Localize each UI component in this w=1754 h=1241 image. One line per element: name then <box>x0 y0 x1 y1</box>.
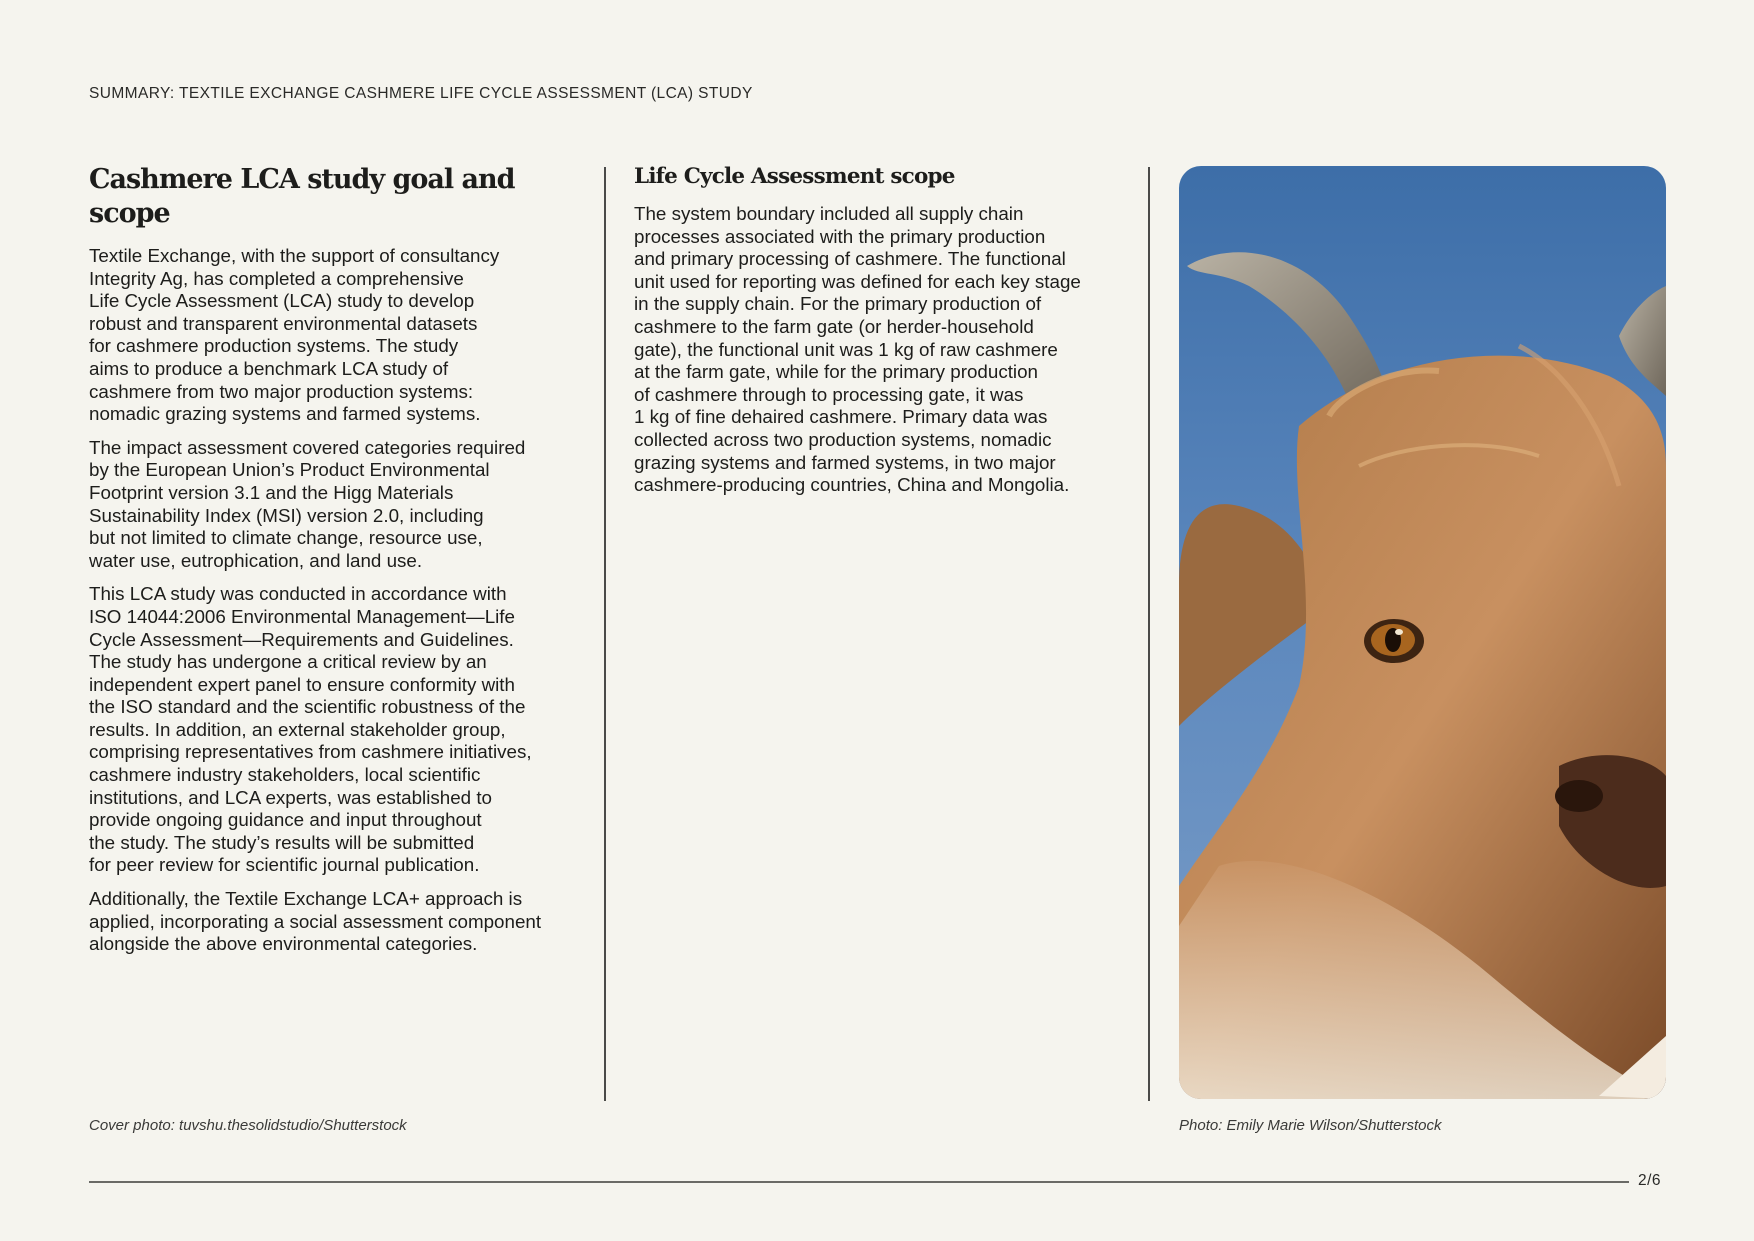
paragraph: Textile Exchange, with the support of consultancy Integrity Ag, has completed a comprehensive Life Cycle Assessment (LCA) study to develop robust and transparent environmental datasets for cashmere production systems. The study aims to produce a benchmark LCA study of cashmere from two major production systems: nomadic grazing systems and farmed systems. <box>89 245 500 425</box>
section-heading-goal-scope: Cashmere LCA study goal and scope <box>89 164 515 229</box>
column-divider <box>1148 167 1150 1101</box>
column-divider <box>604 167 606 1101</box>
document-header: SUMMARY: TEXTILE EXCHANGE CASHMERE LIFE CYCLE ASSESSMENT (LCA) STUDY <box>89 85 753 102</box>
paragraph: The impact assessment covered categories required by the European Union’s Product Environmental Footprint version 3.1 and the Higg Materials Sustainability Index (MSI) version 2.0, including but not limited to climate change, resource use, water use, eutrophication, and land use. <box>89 436 526 571</box>
middle-column <box>634 160 1114 508</box>
left-column <box>89 160 579 967</box>
page-number: 2/6 <box>1638 1172 1662 1189</box>
footer-rule <box>89 1181 1629 1183</box>
photo-credit: Photo: Emily Marie Wilson/Shutterstock <box>1179 1117 1442 1134</box>
paragraph: Additionally, the Textile Exchange LCA+ approach is applied, incorporating a social assessment component alongside the above environmental categories. <box>89 888 542 955</box>
paragraph: The system boundary included all supply chain processes associated with the primary production and primary processing of cashmere. The functional unit used for reporting was defined for each key stage in the supply chain. For the primary production of cashmere to the farm gate (or herder-household gate), the functional unit was 1 kg of raw cashmere at the farm gate, while for the primary production of cashmere through to processing gate, it was 1 kg of fine dehaired cashmere. Primary data was collected across two production systems, nomadic grazing systems and farmed systems, in two major cashmere-producing countries, China and Mongolia. <box>634 203 1081 496</box>
goat-photo <box>1179 166 1666 1099</box>
paragraph: This LCA study was conducted in accordance with ISO 14044:2006 Environmental Management—Life Cycle Assessment—Requirements and Guidelines. The study has undergone a critical review by an independent expert panel to ensure conformity with the ISO standard and the scientific robustness of the results. In addition, an external stakeholder group, comprising representatives from cashmere initiatives, cashmere industry stakeholders, local scientific institutions, and LCA experts, was established to provide ongoing guidance and input throughout the study. The study’s results will be submitted for peer review for scientific journal publication. <box>89 583 532 876</box>
cover-photo-credit: Cover photo: tuvshu.thesolidstudio/Shutterstock <box>89 1117 407 1134</box>
section-heading-lca-scope: Life Cycle Assessment scope <box>634 164 955 189</box>
